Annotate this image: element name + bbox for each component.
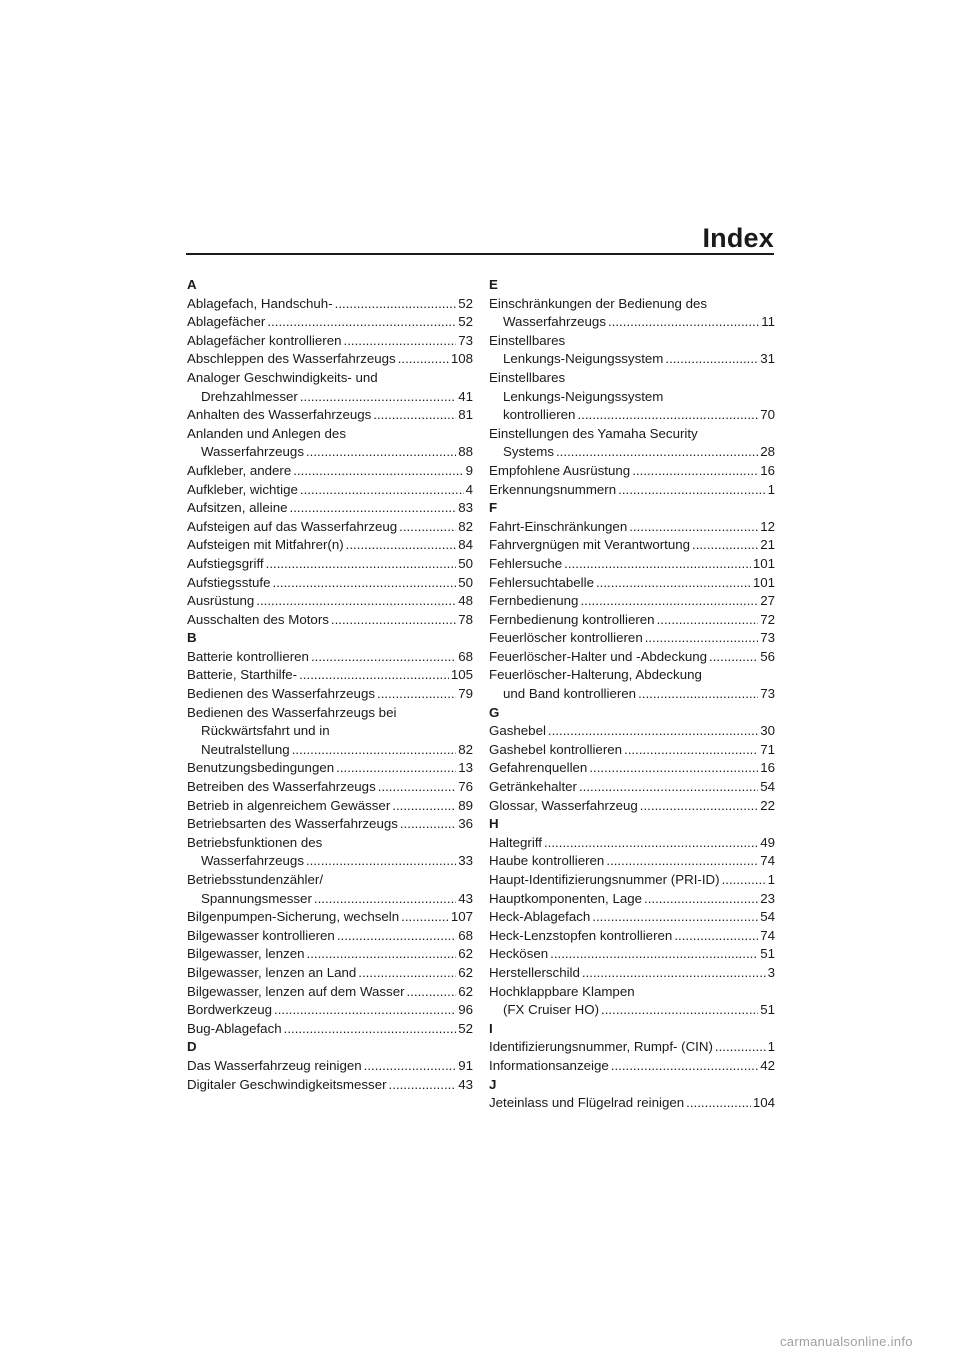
index-entry: [489, 834, 775, 853]
page-number: 50: [458, 555, 473, 571]
page-number: 42: [760, 1057, 775, 1073]
index-letter-heading: D: [187, 1039, 197, 1055]
page-number: 101: [752, 555, 775, 571]
dot-leader: [686, 1094, 751, 1113]
dot-leader: [564, 555, 751, 574]
dot-leader: [589, 759, 758, 778]
index-letter-heading: A: [187, 277, 197, 292]
index-entry-text: Bilgewasser, lenzen an Land: [187, 964, 357, 980]
page-number: 11: [761, 314, 775, 330]
index-entry-text: Spannungsmesser: [201, 890, 312, 906]
dot-leader: [300, 481, 464, 500]
index-entry-text: Fehlersuchtabelle: [489, 574, 594, 590]
index-entry: [187, 666, 473, 685]
page-number: 52: [458, 295, 473, 311]
index-entry-text: Erkennungsnummern: [489, 481, 617, 497]
index-entry-text: Wasserfahrzeugs: [201, 853, 304, 869]
page-number: 82: [458, 518, 473, 534]
dot-leader: [311, 648, 456, 667]
dot-leader: [401, 908, 449, 927]
page-number: 74: [760, 927, 775, 943]
dot-leader: [377, 685, 456, 704]
dot-leader: [674, 927, 758, 946]
dot-leader: [336, 759, 456, 778]
dot-leader: [638, 685, 758, 704]
index-entry: [489, 722, 775, 741]
page-number: 31: [760, 351, 775, 367]
dot-leader: [300, 388, 456, 407]
page-number: 3: [767, 964, 775, 980]
dot-leader: [398, 350, 449, 369]
index-entry: [187, 945, 473, 964]
page-number: 16: [760, 760, 775, 776]
index-letter-heading: H: [489, 816, 499, 832]
index-entry: [187, 797, 473, 816]
index-entry-text: (FX Cruiser HO): [503, 1002, 600, 1018]
dot-leader: [364, 1057, 457, 1076]
index-entry: [489, 1001, 775, 1020]
page-number: 101: [752, 574, 775, 590]
title-rule: [186, 253, 774, 255]
page-number: 88: [458, 444, 473, 460]
index-entry-line: Hochklappbare Klampen: [489, 983, 635, 999]
page-number: 91: [458, 1057, 473, 1073]
page-number: 82: [458, 741, 473, 757]
index-entry-text: Aufsteigen mit Mitfahrer(n): [187, 537, 344, 553]
index-entry-text: Betrieb in algenreichem Gewässer: [187, 797, 391, 813]
index-entry-text: Aufsteigen auf das Wasserfahrzeug: [187, 518, 398, 534]
index-entry: [187, 611, 473, 630]
index-entry-text: Empfohlene Ausrüstung: [489, 462, 631, 478]
index-entry-text: Systems: [503, 444, 554, 460]
index-entry-text: Anhalten des Wasserfahrzeugs: [187, 407, 372, 423]
page-number: 9: [465, 462, 473, 478]
index-entry: [187, 1001, 473, 1020]
index-entry-text: Fahrt-Einschränkungen: [489, 518, 628, 534]
page-number: 33: [458, 853, 473, 869]
page-number: 50: [458, 574, 473, 590]
page-number: 62: [458, 946, 473, 962]
index-entry: [489, 1038, 775, 1057]
index-entry-line: Anlanden und Anlegen des: [187, 425, 346, 441]
index-letter-heading: E: [489, 277, 498, 292]
index-entry: [187, 983, 473, 1002]
index-entry-text: Gefahrenquellen: [489, 760, 588, 776]
page-number: 108: [450, 351, 473, 367]
page-number: 72: [760, 611, 775, 627]
index-entry: [187, 462, 473, 481]
index-entry: [489, 574, 775, 593]
index-entry: [489, 350, 775, 369]
page-number: 23: [760, 890, 775, 906]
index-entry-line: Betriebsfunktionen des: [187, 834, 323, 850]
page-title: Index: [702, 223, 774, 253]
dot-leader: [579, 778, 758, 797]
index-entry-text: Neutralstellung: [201, 741, 290, 757]
index-entry: [489, 927, 775, 946]
page-number: 54: [760, 909, 775, 925]
index-entry-text: Heckösen: [489, 946, 549, 962]
dot-leader: [256, 592, 456, 611]
index-entry-text: Haltegriff: [489, 834, 542, 850]
dot-leader: [273, 574, 457, 593]
dot-leader: [266, 555, 457, 574]
index-entry-line: Einstellbares: [489, 369, 566, 385]
page-number: 51: [760, 1002, 775, 1018]
page-number: 73: [458, 332, 473, 348]
index-entry: [489, 945, 775, 964]
index-letter-heading: F: [489, 500, 498, 516]
page-number: 43: [458, 890, 473, 906]
index-entry-text: Informationsanzeige: [489, 1057, 609, 1073]
dot-leader: [331, 611, 456, 630]
page-number: 4: [465, 481, 473, 497]
dot-leader: [640, 797, 758, 816]
index-entry-text: Aufkleber, wichtige: [187, 481, 298, 497]
page-number: 107: [450, 909, 473, 925]
index-entry-text: Aufstiegsgriff: [187, 555, 264, 571]
dot-leader: [624, 741, 758, 760]
dot-leader: [344, 332, 457, 351]
page-number: 1: [767, 872, 775, 887]
page-number: 73: [760, 686, 775, 702]
dot-leader: [307, 945, 457, 964]
index-entry: [187, 518, 473, 537]
index-entry-text: Fahrvergnügen mit Verantwortung: [489, 537, 691, 553]
dot-leader: [544, 834, 758, 853]
dot-leader: [632, 462, 758, 481]
index-entry: [187, 759, 473, 778]
dot-leader: [358, 964, 456, 983]
index-entry-text: Aufsitzen, alleine: [187, 500, 288, 516]
index-entry-line: Feuerlöscher-Halterung, Abdeckung: [489, 667, 702, 683]
index-entry-text: Bedienen des Wasserfahrzeugs: [187, 686, 375, 702]
index-entry-text: Bilgewasser, lenzen: [187, 946, 305, 962]
dot-leader: [373, 406, 456, 425]
index-entry: [489, 555, 775, 574]
dot-leader: [577, 406, 758, 425]
index-entry: [489, 871, 775, 890]
dot-leader: [335, 295, 457, 314]
index-entry: [489, 908, 775, 927]
index-entry: [489, 778, 775, 797]
dot-leader: [665, 350, 758, 369]
dot-leader: [274, 1001, 456, 1020]
index-entry-text: Bilgenpumpen-Sicherung, wechseln: [187, 909, 400, 925]
index-entry: [187, 295, 473, 314]
index-entry-text: Haube kontrollieren: [489, 853, 605, 869]
dot-leader: [337, 927, 456, 946]
index-entry: [187, 1020, 473, 1039]
index-entry-text: Batterie, Starthilfe-: [187, 667, 298, 683]
index-entry-text: Drehzahlmesser: [201, 388, 298, 404]
index-entry: [489, 536, 775, 555]
index-entry: [187, 313, 473, 332]
index-entry: [187, 1076, 473, 1095]
page-number: 13: [458, 760, 473, 776]
dot-leader: [580, 592, 758, 611]
index-entry: [187, 741, 473, 760]
index-column-right: [489, 276, 775, 1113]
index-entry-text: Wasserfahrzeugs: [503, 314, 606, 330]
dot-leader: [306, 852, 456, 871]
dot-leader: [292, 741, 457, 760]
dot-leader: [592, 908, 758, 927]
index-entry: [187, 778, 473, 797]
index-entry: [489, 443, 775, 462]
index-entry-line: Einstellungen des Yamaha Security: [489, 425, 698, 441]
page-number: 51: [760, 946, 775, 962]
index-entry: [489, 611, 775, 630]
index-entry: [489, 481, 775, 500]
index-entry: [489, 592, 775, 611]
index-entry: [489, 313, 775, 332]
page-number: 16: [760, 462, 775, 478]
index-letter-heading: B: [187, 630, 197, 646]
index-entry-text: Gashebel: [489, 723, 546, 739]
index-entry-text: Bordwerkzeug: [187, 1002, 272, 1018]
index-entry-text: Abschleppen des Wasserfahrzeugs: [187, 351, 396, 367]
index-entry: [187, 890, 473, 909]
dot-leader: [267, 313, 456, 332]
index-entry-text: Glossar, Wasserfahrzeug: [489, 797, 638, 813]
index-entry-text: Digitaler Geschwindigkeitsmesser: [187, 1076, 387, 1092]
page-number: 62: [458, 983, 473, 999]
page-number: 48: [458, 593, 473, 609]
dot-leader: [284, 1020, 457, 1039]
index-entry-text: Heck-Ablagefach: [489, 909, 591, 925]
dot-leader: [608, 313, 759, 332]
index-entry-text: Fernbedienung: [489, 593, 579, 609]
page-number: 36: [458, 816, 473, 832]
page-number: 70: [760, 407, 775, 423]
dot-leader: [314, 890, 456, 909]
index-entry-text: Herstellerschild: [489, 964, 580, 980]
index-entry-line: Einschränkungen der Bedienung des: [489, 295, 708, 311]
page-number: 41: [458, 388, 473, 404]
dot-leader: [293, 462, 463, 481]
page-number: 30: [760, 723, 775, 739]
dot-leader: [715, 1038, 766, 1057]
index-entry: [489, 629, 775, 648]
page-number: 73: [760, 630, 775, 646]
page-number: 68: [458, 648, 473, 664]
index-entry-text: Aufkleber, andere: [187, 462, 292, 478]
index-entry: [489, 964, 775, 983]
index-entry-text: Ablagefächer kontrollieren: [187, 332, 342, 348]
index-entry-text: Bug-Ablagefach: [187, 1020, 282, 1036]
page-number: 49: [760, 834, 775, 850]
page-number: 21: [760, 537, 775, 553]
dot-leader: [346, 536, 457, 555]
index-entry-text: Batterie kontrollieren: [187, 648, 309, 664]
dot-leader: [645, 629, 758, 648]
index-entry: [489, 1057, 775, 1076]
dot-leader: [618, 481, 765, 500]
index-entry-text: Identifizierungsnummer, Rumpf- (CIN): [489, 1039, 713, 1055]
dot-leader: [400, 815, 456, 834]
index-entry: [187, 499, 473, 518]
index-entry: [489, 406, 775, 425]
dot-leader: [606, 852, 758, 871]
index-entry-text: Aufstiegsstufe: [187, 574, 271, 590]
dot-leader: [392, 797, 456, 816]
dot-leader: [629, 518, 758, 537]
page-number: 78: [458, 611, 473, 627]
index-entry: [187, 406, 473, 425]
index-entry: [187, 555, 473, 574]
index-entry: [187, 685, 473, 704]
index-entry: [489, 462, 775, 481]
index-entry-text: und Band kontrollieren: [503, 686, 637, 702]
page-number: 12: [760, 518, 775, 534]
dot-leader: [596, 574, 751, 593]
index-entry: [187, 350, 473, 369]
dot-leader: [556, 443, 758, 462]
index-entry-text: Gashebel kontrollieren: [489, 741, 623, 757]
dot-leader: [378, 778, 456, 797]
page-number: 83: [458, 500, 473, 516]
index-entry: [187, 927, 473, 946]
dot-leader: [644, 890, 758, 909]
dot-leader: [692, 536, 758, 555]
index-entry: [489, 797, 775, 816]
page-number: 84: [458, 537, 473, 553]
dot-leader: [306, 443, 456, 462]
dot-leader: [290, 499, 457, 518]
index-entry-text: Betreiben des Wasserfahrzeugs: [187, 779, 376, 795]
dot-leader: [550, 945, 758, 964]
index-entry-text: Bilgewasser kontrollieren: [187, 927, 335, 943]
index-entry: [489, 741, 775, 760]
index-entry-text: Bilgewasser, lenzen auf dem Wasser: [187, 983, 405, 999]
index-entry: [489, 518, 775, 537]
index-entry-line: Lenkungs-Neigungssystem: [503, 388, 664, 404]
index-entry: [187, 852, 473, 871]
index-column-left: [187, 276, 473, 1094]
dot-leader: [611, 1057, 758, 1076]
index-entry: [187, 536, 473, 555]
watermark-text: carmanualsonline.info: [780, 1334, 913, 1349]
dot-leader: [582, 964, 766, 983]
index-entry-text: Getränkehalter: [489, 779, 577, 795]
index-entry-line: Bedienen des Wasserfahrzeugs bei: [187, 704, 397, 720]
dot-leader: [657, 611, 759, 630]
page-number: 1: [767, 1039, 775, 1055]
index-entry: [489, 890, 775, 909]
page-number: 71: [760, 741, 775, 757]
page-number: 76: [458, 779, 473, 795]
page-number: 105: [450, 667, 473, 683]
dot-leader: [548, 722, 758, 741]
index-entry: [187, 481, 473, 500]
page-number: 89: [458, 797, 473, 813]
index-entry-text: Betriebsarten des Wasserfahrzeugs: [187, 816, 398, 832]
page-number: 52: [458, 1020, 473, 1036]
page-number: 104: [752, 1095, 775, 1111]
index-entry-text: Ablagefächer: [187, 314, 266, 330]
index-entry: [489, 1094, 775, 1113]
page-number: 74: [760, 853, 775, 869]
dot-leader: [601, 1001, 758, 1020]
index-entry: [187, 815, 473, 834]
dot-leader: [722, 871, 766, 890]
index-letter-heading: J: [489, 1076, 497, 1092]
page-number: 52: [458, 314, 473, 330]
dot-leader: [709, 648, 758, 667]
page-number: 56: [760, 648, 775, 664]
page-number: 96: [458, 1002, 473, 1018]
index-entry-text: Jeteinlass und Flügelrad reinigen: [489, 1095, 685, 1111]
index-entry: [187, 332, 473, 351]
page-number: 22: [760, 797, 775, 813]
index-entry-text: Ausrüstung: [187, 593, 255, 609]
index-entry: [489, 852, 775, 871]
index-entry: [187, 592, 473, 611]
page-number: 28: [760, 444, 775, 460]
index-entry: [187, 1057, 473, 1076]
page-number: 1: [767, 481, 775, 497]
index-entry: [187, 648, 473, 667]
index-entry-text: Heck-Lenzstopfen kontrollieren: [489, 927, 673, 943]
index-entry: [187, 574, 473, 593]
page-number: 62: [458, 964, 473, 980]
index-entry-text: Ablagefach, Handschuh-: [187, 295, 333, 311]
index-letter-heading: G: [489, 704, 500, 720]
page-number: 81: [458, 407, 473, 423]
index-entry-text: Lenkungs-Neigungssystem: [503, 351, 664, 367]
index-entry-line: Einstellbares: [489, 332, 566, 348]
dot-leader: [299, 666, 449, 685]
index-entry: [489, 648, 775, 667]
page-number: 79: [458, 686, 473, 702]
index-entry: [187, 443, 473, 462]
page-number: 27: [760, 593, 775, 609]
dot-leader: [407, 983, 457, 1002]
index-entry-line: Rückwärtsfahrt und in: [201, 723, 330, 739]
page-number: 54: [760, 779, 775, 795]
dot-leader: [389, 1076, 457, 1095]
index-entry: [489, 759, 775, 778]
index-entry-text: Wasserfahrzeugs: [201, 444, 304, 460]
index-entry-text: Hauptkomponenten, Lage: [489, 890, 643, 906]
index-entry: [489, 685, 775, 704]
index-entry-text: Ausschalten des Motors: [187, 611, 329, 627]
index-entry-line: Analoger Geschwindigkeits- und: [187, 369, 378, 385]
index-entry-line: Betriebsstundenzähler/: [187, 872, 324, 887]
index-entry-text: Das Wasserfahrzeug reinigen: [187, 1057, 362, 1073]
dot-leader: [399, 518, 456, 537]
index-entry-text: Feuerlöscher-Halter und -Abdeckung: [489, 648, 708, 664]
index-entry: [187, 908, 473, 927]
index-entry-text: Feuerlöscher kontrollieren: [489, 630, 643, 646]
index-entry-text: Haupt-Identifizierungsnummer (PRI-ID): [489, 872, 720, 887]
index-entry-text: Benutzungsbedingungen: [187, 760, 335, 776]
index-entry-text: kontrollieren: [503, 407, 576, 423]
index-entry: [187, 388, 473, 407]
index-entry: [187, 964, 473, 983]
index-entry-text: Fernbedienung kontrollieren: [489, 611, 655, 627]
page-number: 43: [458, 1076, 473, 1092]
index-entry-text: Fehlersuche: [489, 555, 563, 571]
page-number: 68: [458, 927, 473, 943]
index-letter-heading: I: [489, 1020, 493, 1036]
